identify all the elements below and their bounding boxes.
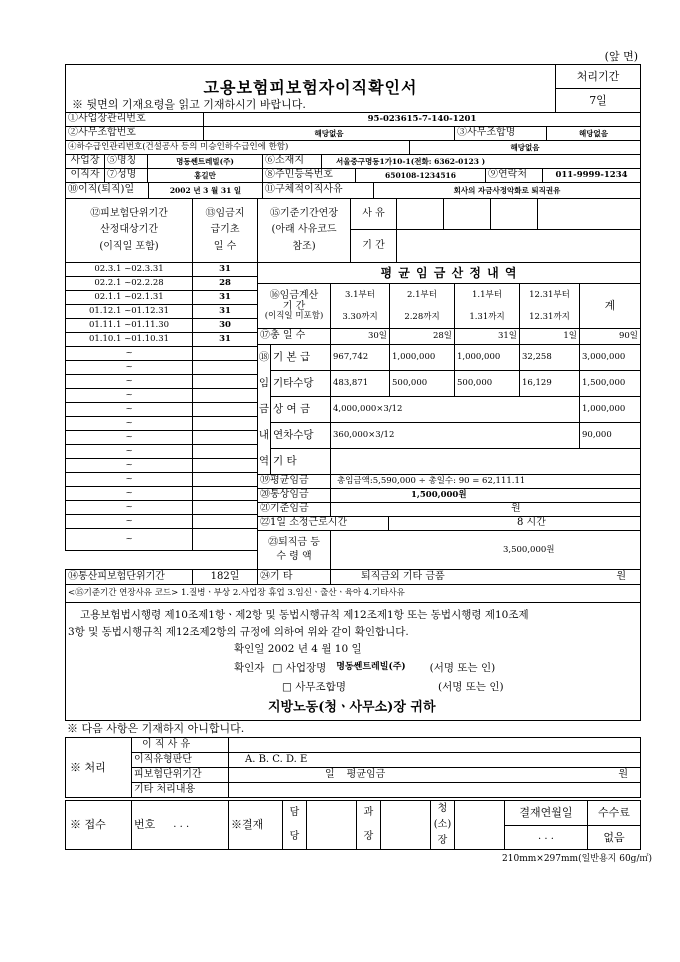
average-wage-label: ⑲평균임금 — [257, 474, 331, 489]
period-days — [192, 360, 258, 375]
won-unit: 원 — [618, 768, 628, 780]
calc-period-label-line: (이직일 미포함) — [264, 311, 324, 322]
total-days-value: 1일 — [519, 328, 580, 345]
wage-group-char: 내 — [258, 428, 270, 441]
calc-to: 1.31까지 — [469, 311, 505, 322]
fee-label: 수수료 — [587, 800, 641, 826]
subcontractor-label: ④하수급인관리번호(건설공사 등의 미승인하수급인에 한함) — [65, 140, 410, 155]
wage-days-header-line: 일 수 — [213, 240, 237, 252]
wage-details-group — [257, 344, 271, 475]
confirmer-row — [234, 663, 495, 674]
approval-chief-label — [430, 800, 455, 850]
average-wage-value: 총임금액:5,590,000 ÷ 총일수: 90 = 62,111.11 — [330, 474, 641, 489]
extension-header-line: 참조) — [292, 240, 316, 252]
signature-placeholder: (서명 또는 인) — [437, 680, 504, 693]
approval-chief-char: (소) — [433, 818, 452, 830]
insured-period-header-line: (이직일 포함) — [99, 240, 159, 252]
extension-period-cell — [396, 229, 641, 263]
insured-period-header — [65, 198, 193, 263]
calc-period-label-line: 기 간 — [282, 300, 306, 312]
receipt-number-label: 번호 — [134, 818, 156, 832]
calc-from: 2.1부터 — [407, 289, 437, 300]
period-range: ~ — [65, 472, 193, 487]
total-days-value: 31일 — [454, 328, 520, 345]
calc-from: 1.1부터 — [472, 289, 502, 300]
period-days — [192, 486, 258, 501]
period-range: 02.2.1 ~02.2.28 — [65, 276, 193, 291]
severance-value: 3,500,000원 — [330, 530, 641, 570]
calc-from: 3.1부터 — [345, 289, 375, 300]
period-range: ~ — [65, 346, 193, 361]
page-side-label: (앞 면) — [604, 50, 638, 63]
period-range: ~ — [65, 416, 193, 431]
period-days: 31 — [192, 262, 258, 277]
base-wage-label: ㉑기준임금 — [257, 502, 331, 517]
period-range: ~ — [65, 402, 193, 417]
calc-period-col — [330, 283, 390, 329]
period-range: ~ — [65, 486, 193, 501]
processing-row-label: 이 직 사 유 — [131, 737, 229, 753]
basic-pay-value: 32,258 — [519, 344, 580, 371]
calc-to: 2.28까지 — [404, 311, 440, 322]
wage-days-header — [192, 198, 258, 263]
period-days — [192, 528, 258, 551]
approval-chief-box — [454, 800, 505, 850]
extension-cell — [396, 198, 444, 230]
severance-label — [257, 530, 331, 570]
allowance-total: 1,500,000 — [579, 370, 641, 397]
approval-manager-char: 장 — [363, 830, 374, 842]
period-range: ~ — [65, 374, 193, 389]
document-title: 고용보험피보험자이직확인서 — [203, 78, 418, 98]
annual-leave-formula: 360,000×3/12 — [330, 422, 580, 449]
business-number-value: 95-023615-7-140-1201 — [203, 112, 641, 127]
union-number-label: ②사무조합번호 — [65, 126, 204, 141]
company-checkbox[interactable]: □ 사업장명 — [272, 661, 327, 674]
approval-manager-label — [356, 800, 381, 850]
calc-from: 12.31부터 — [529, 289, 570, 300]
wage-group-char: 역 — [258, 454, 270, 467]
bonus-label: 상 여 금 — [270, 396, 331, 423]
period-days: 31 — [192, 332, 258, 347]
resign-reason-field — [228, 737, 641, 753]
period-range: ~ — [65, 388, 193, 403]
phone-label: ⑨연락처 — [485, 168, 543, 183]
work-hours-label: ㉒1일 소정근로시간 — [257, 516, 389, 531]
other-pay-value — [330, 448, 641, 475]
processing-period-label: 처리기간 — [555, 64, 641, 89]
period-days — [192, 416, 258, 431]
period-days — [192, 430, 258, 445]
union-name-value: 해당없음 — [546, 126, 641, 141]
approval-manager-char: 과 — [363, 806, 374, 818]
other-items-value — [330, 569, 641, 585]
addressee: 지방노동(청ㆍ사무소)장 귀하 — [268, 699, 436, 715]
period-days — [192, 500, 258, 515]
extension-cell — [443, 198, 491, 230]
extension-cell — [490, 198, 538, 230]
receipt-number-cell — [131, 800, 229, 850]
resign-reason-label: ⑪구체적이직사유 — [262, 182, 374, 199]
address-label: ⑥소재지 — [262, 154, 322, 169]
wage-group-char: 금 — [258, 402, 270, 415]
period-days — [192, 458, 258, 473]
wage-group-char: 임 — [258, 377, 270, 390]
period-days: 30 — [192, 318, 258, 333]
union-number-value: 해당없음 — [203, 126, 455, 141]
period-days — [192, 472, 258, 487]
calc-total-label: 계 — [579, 283, 641, 329]
address-value: 서울중구명동1가10-1(전화: 6362-0123 ) — [321, 154, 641, 169]
employee-name-value: 홍길만 — [147, 168, 263, 183]
allowance-label: 기타수당 — [270, 370, 331, 397]
subcontractor-value: 해당없음 — [409, 140, 641, 155]
period-range: ~ — [65, 500, 193, 515]
approval-label: ※결재 — [228, 800, 283, 850]
basic-pay-label: 기 본 급 — [270, 344, 331, 371]
approval-staff-box — [306, 800, 357, 850]
period-range: ~ — [65, 458, 193, 473]
insured-period-field — [228, 767, 641, 783]
workplace-group-label: 사업장 — [65, 154, 105, 169]
employee-name-label: ⑦성명 — [104, 168, 148, 183]
period-days — [192, 514, 258, 529]
period-days — [192, 374, 258, 389]
approval-chief-char: 청 — [437, 802, 448, 814]
receipt-label: ※ 접수 — [65, 800, 132, 850]
normal-wage-label: ⑳통상임금 — [257, 488, 331, 503]
approval-chief-char: 장 — [437, 834, 448, 846]
other-processing-field — [228, 782, 641, 798]
base-wage-value: 원 — [330, 502, 641, 517]
period-days — [192, 388, 258, 403]
period-range: ~ — [65, 444, 193, 459]
total-insured-days: 182일 — [192, 569, 258, 585]
normal-wage-value: 1,500,000원 — [330, 488, 641, 503]
insured-period-header-line: 산정대상기간 — [100, 224, 158, 236]
extension-cell — [537, 198, 641, 230]
wage-days-header-line: ⑬임금지 — [205, 207, 245, 219]
basic-pay-value: 1,000,000 — [454, 344, 520, 371]
rrn-value: 650108-1234516 — [355, 168, 486, 183]
processing-row-label: 피보험단위기간 — [131, 767, 229, 783]
period-range: 01.12.1 ~01.12.31 — [65, 304, 193, 319]
period-days — [192, 444, 258, 459]
other-items-text: 퇴직금외 기타 금품 — [361, 570, 445, 582]
office-only-note: ※ 다음 사항은 기재하지 아니합니다. — [65, 720, 641, 738]
confirmer-label: 확인자 — [234, 661, 265, 674]
period-days — [192, 402, 258, 417]
calc-to: 12.31까지 — [529, 311, 570, 322]
avg-wage-field-label: 평균임금 — [346, 768, 386, 780]
total-days-label: ⑰총 일 수 — [257, 328, 331, 345]
total-days-value: 30일 — [330, 328, 390, 345]
period-days: 31 — [192, 290, 258, 305]
paper-size-footer: 210mm×297mm(일반용지 60g/㎡) — [502, 854, 652, 864]
approval-date-label: 결재연월일 — [504, 800, 588, 826]
calc-period-col — [454, 283, 520, 329]
period-range: 02.3.1 ~02.3.31 — [65, 262, 193, 277]
total-days-value: 90일 — [579, 328, 641, 345]
confirmation-date: 확인일 2002 년 4 월 10 일 — [234, 642, 362, 655]
period-range: ~ — [65, 528, 193, 551]
work-hours-value: 8 시간 — [388, 516, 641, 531]
annual-leave-label: 연차수당 — [270, 422, 331, 449]
extension-header-line: ⑮기준기간연장 — [270, 207, 338, 219]
period-days: 28 — [192, 276, 258, 291]
period-range: ~ — [65, 430, 193, 445]
period-range: 01.11.1 ~01.11.30 — [65, 318, 193, 333]
other-items-unit: 원 — [616, 570, 626, 582]
resign-type-options: A. B. C. D. E — [228, 752, 641, 768]
calc-period-label-line: ⑯임금계산 — [269, 290, 319, 302]
approval-staff-char: 당 — [289, 830, 300, 842]
insured-period-header-line: ⑫피보험단위기간 — [90, 207, 168, 219]
rrn-label: ⑧주민등록번호 — [262, 168, 356, 183]
confirmation-text: 고용보험법시행령 제10조제1항ㆍ제2항 및 동법시행규칙 제12조제1항 또는 동법시행령 제10조제 — [80, 608, 529, 621]
workplace-name-value: 명동쎈트레빌(주) — [147, 154, 263, 169]
bonus-formula: 4,000,000×3/12 — [330, 396, 580, 423]
confirmation-text: 3항 및 동법시행규칙 제12조제2항의 규정에 의하여 위와 같이 확인합니다. — [68, 625, 409, 638]
signature-placeholder: (서명 또는 인) — [429, 661, 496, 674]
total-days-value: 28일 — [389, 328, 455, 345]
processing-label: ※ 처리 — [65, 737, 132, 798]
confirmation-box — [65, 602, 641, 721]
wage-group-char: ⑱ — [258, 351, 270, 364]
instruction-note: ※ 뒷면의 기재요령을 읽고 기재하시기 바랍니다. — [72, 98, 306, 111]
processing-row-label: 이직유형판단 — [131, 752, 229, 768]
day-unit: 일 — [325, 768, 335, 780]
period-days — [192, 346, 258, 361]
phone-value: 011-9999-1234 — [542, 168, 641, 183]
wage-days-header-line: 급기초 — [210, 224, 240, 236]
receipt-date-dots: . . . — [173, 818, 190, 830]
workplace-name-label: ⑤명칭 — [104, 154, 148, 169]
employee-group-label: 이직자 — [65, 168, 105, 183]
severance-label-line: 수 령 액 — [276, 551, 312, 562]
approval-staff-char: 담 — [289, 806, 300, 818]
calc-to: 3.30까지 — [342, 311, 378, 322]
period-range: ~ — [65, 360, 193, 375]
extension-period-label: 기 간 — [350, 229, 397, 263]
allowance-value: 500,000 — [454, 370, 520, 397]
resign-reason-value: 회사의 자금사정악화로 퇴직권유 — [373, 182, 641, 199]
period-days: 31 — [192, 304, 258, 319]
approval-manager-box — [380, 800, 431, 850]
business-number-label: ①사업장관리번호 — [65, 112, 204, 127]
union-name-label: ③사무조합명 — [454, 126, 547, 141]
extension-codes: <⑮기준기간 연장사유 코드> 1.질병ㆍ부상 2.사업장 휴업 3.임신ㆍ출산ㆍ육아 4.기타사유 — [65, 584, 641, 603]
bonus-total: 1,000,000 — [579, 396, 641, 423]
processing-row-label: 기타 처리내용 — [131, 782, 229, 798]
allowance-value: 483,871 — [330, 370, 390, 397]
allowance-value: 500,000 — [389, 370, 455, 397]
average-wage-title: 평 균 임 금 산 정 내 역 — [257, 262, 641, 284]
fee-value: 없음 — [587, 825, 641, 850]
total-insured-label: ⑭통산피보험단위기간 — [65, 569, 193, 585]
basic-pay-value: 1,000,000 — [389, 344, 455, 371]
resign-date-label: ⑩이직(퇴직)일 — [65, 182, 149, 199]
basic-pay-value: 967,742 — [330, 344, 390, 371]
extension-header — [257, 198, 351, 263]
resign-date-value: 2002 년 3 월 31 일 — [148, 182, 263, 199]
extension-header-line: (아래 사유코드 — [271, 224, 337, 236]
extension-reason-label: 사 유 — [350, 198, 397, 230]
approval-date-dots: . . . — [504, 825, 588, 850]
basic-pay-total: 3,000,000 — [579, 344, 641, 371]
calc-period-col — [519, 283, 580, 329]
period-range: 02.1.1 ~02.1.31 — [65, 290, 193, 305]
severance-label-line: ㉓퇴직금 등 — [268, 536, 320, 548]
calc-period-col — [389, 283, 455, 329]
union-checkbox[interactable]: □ 사무조합명 — [282, 680, 346, 693]
other-pay-label: 기 타 — [270, 448, 331, 475]
annual-leave-total: 90,000 — [579, 422, 641, 449]
approval-staff-label — [282, 800, 307, 850]
allowance-value: 16,129 — [519, 370, 580, 397]
other-items-label: ㉔기 타 — [257, 569, 331, 585]
company-name: 명동쎈트레빌(주) — [336, 662, 406, 673]
processing-period-value: 7일 — [555, 88, 641, 113]
period-range: 01.10.1 ~01.10.31 — [65, 332, 193, 347]
union-confirmer-row — [282, 682, 504, 693]
period-range: ~ — [65, 514, 193, 529]
calc-period-label — [257, 283, 331, 329]
